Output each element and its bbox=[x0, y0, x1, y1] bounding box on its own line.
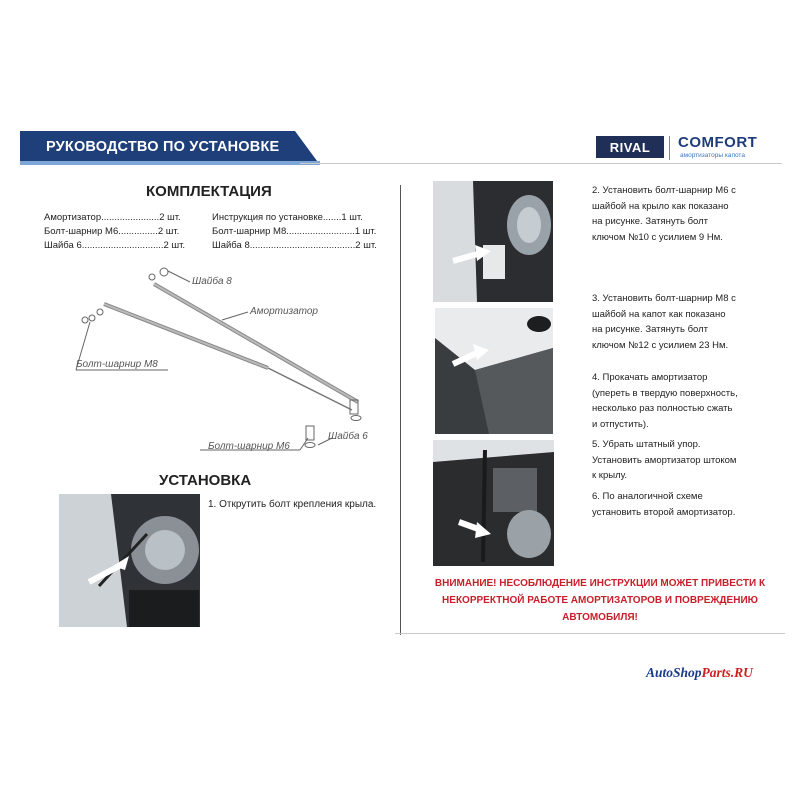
watermark-part-1: AutoShop bbox=[646, 665, 702, 680]
step-2-text: 2. Установить болт-шарнир М6 с шайбой на крыло как показано на рисунке. Затянуть болт ключом №10 с усилием 9 Нм. bbox=[592, 185, 736, 243]
page-title: РУКОВОДСТВО ПО УСТАНОВКЕ bbox=[46, 139, 280, 155]
header-banner bbox=[20, 131, 320, 165]
comfort-tagline: амортизаторы капота bbox=[680, 152, 745, 159]
fender-bolt-image bbox=[433, 181, 553, 302]
hood-bolt-image bbox=[435, 308, 553, 434]
logo-separator bbox=[669, 136, 670, 160]
washer-8 bbox=[149, 274, 155, 280]
label-washer-6: Шайба 6 bbox=[328, 431, 368, 442]
step-1-text: 1. Открутить болт крепления крыла. bbox=[208, 499, 377, 510]
label-bolt-m8: Болт-шарнир М8 bbox=[76, 359, 158, 370]
footer-divider bbox=[395, 633, 785, 634]
comfort-logo: COMFORT bbox=[678, 134, 758, 151]
bolt-m6 bbox=[306, 426, 314, 440]
engine-bay-image bbox=[59, 494, 200, 627]
kit-item: Шайба 6...............................2 шт. bbox=[44, 240, 186, 251]
step-5-text: 5. Убрать штатный упор. Установить амортизатор штоком к крылу. bbox=[592, 439, 737, 481]
watermark bbox=[646, 665, 753, 681]
kit-item: Инструкция по установке.......1 шт. bbox=[212, 212, 363, 223]
kit-item: Шайба 8........................................2 шт. bbox=[212, 240, 377, 251]
warning-text: ВНИМАНИЕ! НЕСОБЛЮДЕНИЕ ИНСТРУКЦИИ МОЖЕТ ПРИВЕСТИ К НЕКОРРЕКТНОЙ РАБОТЕ АМОРТИЗАТОРОВ И ПОВРЕЖДЕНИЮ АВТОМОБИЛЯ! bbox=[434, 578, 766, 623]
washer-6 bbox=[305, 443, 315, 448]
installed-damper-image bbox=[433, 440, 554, 566]
kit-heading: КОМПЛЕКТАЦИЯ bbox=[146, 183, 272, 200]
step-6-text: 6. По аналогичной схеме установить второй амортизатор. bbox=[592, 491, 736, 518]
install-heading: УСТАНОВКА bbox=[159, 472, 252, 489]
parts-diagram bbox=[62, 262, 392, 462]
watermark-part-2: Parts.RU bbox=[701, 665, 753, 680]
step-4-text: 4. Прокачать амортизатор (упереть в твердую поверхность, несколько раз полностью сжать и отпустить). bbox=[592, 372, 738, 430]
column-divider bbox=[400, 185, 401, 635]
washer-8 bbox=[82, 317, 88, 323]
header-divider bbox=[300, 163, 782, 164]
bolt-m8 bbox=[97, 309, 103, 315]
kit-item: Болт-шарнир М6...............2 шт. bbox=[44, 226, 180, 237]
step-3-text: 3. Установить болт-шарнир М8 с шайбой на капот как показано на рисунке. Затянуть болт ключом №12 с усилием 23 Нм. bbox=[592, 293, 736, 351]
rival-logo-text: RIVAL bbox=[609, 139, 651, 155]
label-bolt-m6: Болт-шарнир М6 bbox=[208, 441, 290, 452]
rival-logo bbox=[596, 136, 664, 158]
label-washer-8: Шайба 8 bbox=[192, 276, 232, 287]
photo-step-3 bbox=[435, 308, 553, 434]
kit-item: Болт-шарнир М8..........................1 шт. bbox=[212, 226, 377, 237]
photo-step-2 bbox=[433, 181, 553, 302]
photo-step-5 bbox=[433, 440, 554, 566]
kit-item: Амортизатор......................2 шт. bbox=[44, 212, 181, 223]
photo-step-1 bbox=[59, 494, 200, 627]
label-damper: Амортизатор bbox=[250, 306, 318, 317]
washer-6 bbox=[351, 416, 361, 421]
washer-8 bbox=[160, 268, 168, 276]
